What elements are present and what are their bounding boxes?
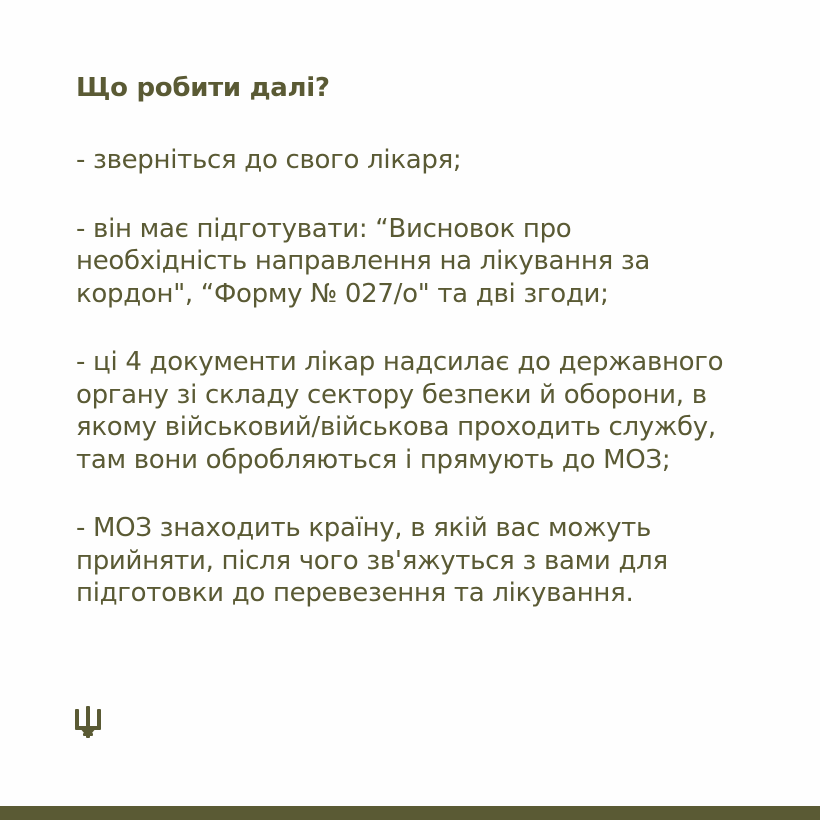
heading: Що робити далі? (76, 73, 330, 103)
step-moh-finds-country: - МОЗ знаходить країну, в якій вас можуть прийняти, після чого зв'яжуться з вами для підготовки до перевезення та лікування. (76, 513, 668, 608)
step-contact-doctor: - зверніться до свого лікаря; (76, 145, 462, 175)
bottom-bar (0, 806, 820, 820)
content-block (76, 68, 796, 610)
trident-icon (74, 706, 102, 738)
step-prepare-documents: - він має підготувати: “Висновок про необхідність направлення на лікування за кордон", “Форму № 027/о" та дві згоди; (76, 213, 651, 309)
step-send-documents: - ці 4 документи лікар надсилає до державного органу зі складу сектору безпеки й оборони, в якому військовий/військова проходить службу, там вони обробляються і прямують до МОЗ; (76, 347, 724, 475)
